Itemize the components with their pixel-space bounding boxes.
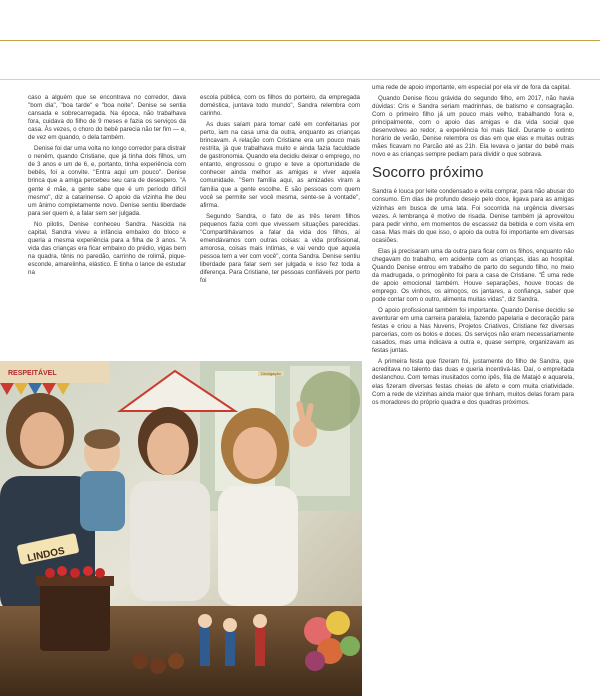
circus-banner — [8, 368, 57, 377]
photo-credit-tag: Divulgação — [258, 371, 284, 376]
paragraph: Elas já precisaram uma da outra para ficar com os filhos, enquanto não chegavam do trabalho, em acidente com as crianças, idas ao hospital. Quando Denise entrou em trabalho de parto do segundo filho, no meio da madrugada, o primogênito foi para a casa de Cristiane. "É uma rede de apoio emocional também. Houve separações, houve trocas de emprego. Os vinhos, os almoços, os jantares, a confiança, saber que pode contar com o outro, alimenta muitas vidas", diz Sandra. — [372, 247, 574, 304]
paragraph: A primeira festa que fizeram foi, justamente do filho de Sandra, que acreditava no talento das duas e queria incentivá-las. Daí, o empreitada deslanchou. Com temas inusitados como ipês, fila de Matajó e aquarela, elas fizeram diversas festas cheias de afeto e com muita criatividade. Com a rede de vizinhas ainda maior que tinham, muitos delas foram para os moradores do próprio quadra e dos quadras próximos. — [372, 358, 574, 406]
party-photo — [0, 361, 362, 696]
paragraph: Quando Denise ficou grávida do segundo filho, em 2017, não havia dúvidas: Cris e Sandra seriam madrinhas, de batismo e consagração. Com o primeiro filho já um pouco mais velho, trabalhando fora e, principalmente, com o apoio das amigas e da vida social que desenvolveu ao redor, a experiência foi mais fácil. Durante o extinto horário de verão, Denise relembra os dias em que elas e muitas outras mães ficavam no Parcão até as 21h. Ela levava o jantar do bebê mais novo e as crianças sempre pediam para dividir o que sobrava. — [372, 95, 574, 159]
paragraph: As duas saíam para tomar café em confeitarias por perto, iam na casa uma da outra, enquanto as crianças brincavam. A relação com Cristiane era um pouco mais restrita, já que trabalhava muito e ainda fazia faculdade de gastronomia. Quando ela decidiu deixar o emprego, no entanto, engrossou o grupo e teve a oportunidade de conhecer ainda melhor as amigas e viver aquela comunidade. "Sem família aqui, as amizades viram a família que a gente escolhe. E são pessoas com quem você se permite ser você mesma, sente-se à vontade", afirma. — [200, 121, 360, 209]
article-column-3 — [372, 84, 574, 410]
header-hairline — [0, 79, 600, 80]
svg-text:RESPEITÁVEL: RESPEITÁVEL — [8, 370, 57, 377]
article-column-2 — [200, 94, 360, 288]
paragraph: No pilotis, Denise conheceu Sandra. Nascida na capital, Sandra viveu a infância embaixo do bloco e queria a mesma experiência para a filha de 3 anos. "A vida das crianças era ficar embaixo do prédio, vigas bem na quadra, tênis no paredão, carrinho de rolimã, pique-esconde, amarelinha, elástico. E tinha o lance de estudar na — [28, 220, 186, 276]
top-rule — [0, 40, 600, 41]
section-heading: Socorro próximo — [372, 164, 484, 182]
paragraph: O apoio profissional também foi importante. Quando Denise decidiu se aventurar em uma carreira paralela, fazendo papelaria e decoração para festas e criou a Nas Nuvens, Projetos Criativos, Cristiane fez diversas parcerias, com os bolos e doces. Os serviços não eram necessariamente casados, mas uma indicava a outra e, quase sempre, organizavam as festas juntas. — [372, 307, 574, 355]
svg-text:LINDOS: LINDOS — [26, 545, 66, 565]
article-column-1 — [28, 94, 186, 280]
paragraph: Denise foi dar uma volta no longo corredor para distrair o nenêm, quando Cristiane, que já tinha dois filhos, um de 3 anos e um de 6, e, portanto, tinha experiência com bebês, foi a convite. "Entra aqui um pouco". Denise brinca que a amiga percebeu seu cara de desespero. "A gente é mãe, a gente sabe que é um período difícil mesmo", diz a catarinense. O apoio da vizinha lhe deu um ânimo completamente novo. Denise sentiu liberdade para ser quem é, a falar sem ser julgada. — [28, 145, 186, 217]
paragraph: Segundo Sandra, o fato de as três terem filhos pequenos fazia com que vivessem situações parecidas. "Compartilhávamos a falar da vida dos filhos, aí emendávamos com outras coisas: a vida profissional, amorosa, coisas mais íntimas, e vai vendo que aquela pessoa tem a ver com você", conta Sandra. Denise sentiu liberdade para falar sem ser julgada e isso fez toda a diferença. Para Cristiane, ter pessoas confiáveis por perto foi — [200, 212, 360, 285]
paragraph: escola pública, com os filhos do porteiro, da empregada doméstica, juntava todo mundo", Sandra relembra com carinho. — [200, 94, 360, 118]
paragraph: Sandra é louca por leite condensado e evita comprar, para não abusar do consumo. Em dias de profundo desejo pelo doce, ligava para as amigas vizinhas em busca de uma lata. Foi socorrida na urgência diversas vezes. A lembrança é motivo de risada. Denise também já aproveitou para pedir vinho, em momentos de escassez da bebida e com visita em casa. Mas mais do que isso, o apoio da outra foi importante em diversas ocasiões. — [372, 188, 574, 244]
paragraph: uma rede de apoio importante, em especial por ela vir de fora da capital. — [372, 84, 571, 91]
paragraph: caso a alguém que se encontrava no corredor, dava "bom dia", "boa tarde" e "boa noite". Denise se sentia cansada e sobrecarregada. Na época, não trabalhava fora, cuidava do filho de 9 meses e fazia os serviços da casa. Às vezes, o choro do bebê parecia não ter fim — e, de vez em quando, o dela também. — [28, 94, 186, 142]
